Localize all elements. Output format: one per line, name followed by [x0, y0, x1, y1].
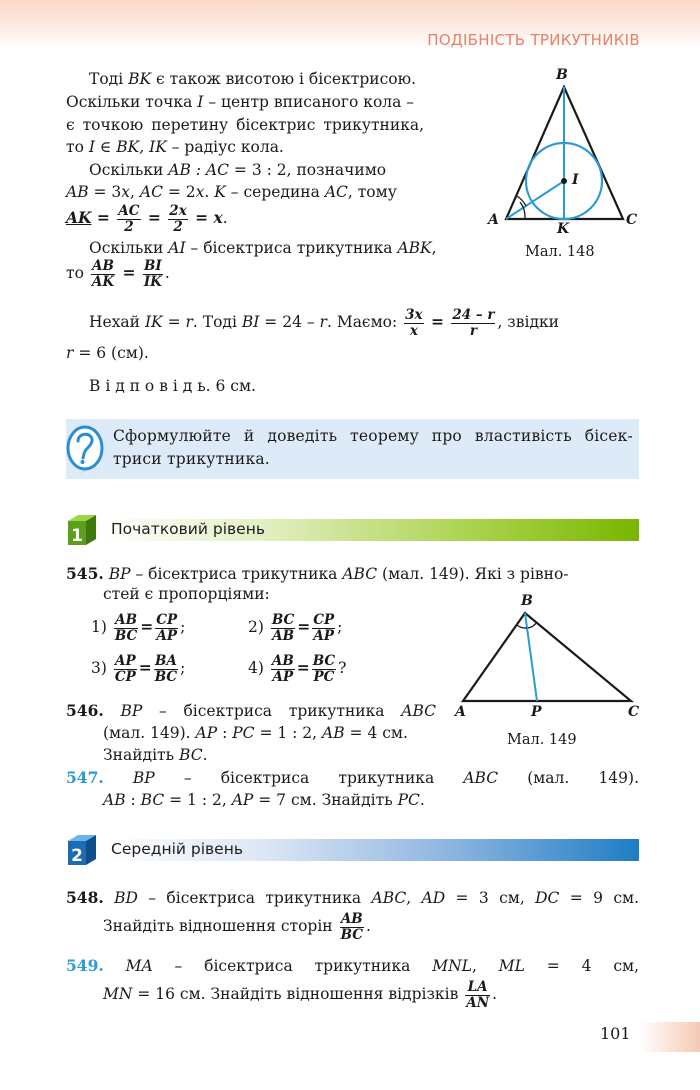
question-mark-icon	[66, 424, 104, 474]
problem-549: 549. MA – бісектриса трикутника MNL, ML = 4 см, MN = 16 см. Знайдіть відношення відрізків $\frac{LA}{AN}$ .	[66, 956, 639, 1011]
level-2-cube-icon	[66, 833, 98, 867]
solution-line-6: AB = 3x, AC = 2x. K – середина AC, тому	[66, 183, 397, 201]
figure-148-caption: Мал. 148	[525, 244, 595, 260]
solution-line-4: то I ∈ BK, IK – радіус кола.	[66, 138, 284, 156]
answer-label: В і д п о в і д ь.	[89, 377, 211, 395]
solution-line-9: то $\frac{AB}{AK}$ = $\frac{BI}{IK}$ .	[66, 257, 170, 290]
solution-line-11: r = 6 (см).	[66, 344, 149, 362]
problem-545-line2: стей є пропорціями:	[103, 585, 270, 603]
label-A-149: A	[455, 704, 466, 720]
figure-149-diagram	[440, 585, 650, 715]
label-B-149: B	[521, 593, 533, 609]
label-I-148: I	[572, 172, 579, 188]
level-1-label: Початковий рівень	[111, 520, 265, 538]
solution-line-3: є точкою перетину бісектрис трикутника,	[66, 116, 425, 134]
label-P-149: P	[531, 704, 542, 720]
level-1-header	[66, 519, 639, 546]
problem-545: 545. BP – бісектриса трикутника ABC (мал. 149). Які з рівно-	[66, 564, 569, 583]
solution-line-10: Нехай IK = r. Тоді BI = 24 – r. Маємо: $\frac{3x}{x}$ = $\frac{24 - r}{r}$ , звідки	[89, 306, 560, 339]
label-B-148: B	[556, 67, 568, 83]
problem-number: 546.	[66, 701, 104, 720]
page-number: 101	[600, 1024, 631, 1043]
review-question-box	[66, 419, 639, 479]
problem-548: 548. BD – бісектриса трикутника ABC, AD = 3 см, DC = 9 см. Знайдіть відношення сторін $\frac{AB}{BC}$ .	[66, 888, 640, 943]
footer-band	[640, 1022, 700, 1052]
answer-value: 6 см.	[210, 377, 256, 395]
svg-text:2: 2	[71, 846, 83, 866]
solution-line-7: AK = $\frac{AC}{2}$ = $\frac{2x}{2}$ = x.	[66, 202, 228, 235]
solution-line-8: Оскільки AI – бісектриса трикутника ABK,	[89, 239, 437, 257]
level-2-label: Середній рівень	[111, 840, 243, 858]
level-2-header	[66, 839, 639, 866]
problem-547: 547. BP – бісектриса трикутника ABC (мал. 149). AB : BC = 1 : 2, AP = 7 см. Знайдіть PC.	[66, 768, 640, 809]
problem-545-option-1: 1) $\frac{AB}{BC}$ = $\frac{CP}{AP}$ ;	[91, 611, 186, 644]
svg-text:1: 1	[71, 526, 83, 546]
label-C-148: C	[626, 212, 638, 228]
problem-number: 549.	[66, 956, 104, 975]
problem-number: 545.	[66, 564, 104, 583]
problem-number: 548.	[66, 888, 104, 907]
label-A-148: A	[488, 212, 499, 228]
review-question-text: Сформулюйте й доведіть теорему про властивість бісек- триси трикутника.	[113, 427, 633, 468]
solution-line-1: Тоді BK є також висотою і бісектрисою.	[89, 70, 417, 88]
problem-545-option-3: 3) $\frac{AP}{CP}$ = $\frac{BA}{BC}$ ;	[91, 652, 186, 685]
solution-line-2: Оскільки точка I – центр вписаного кола –	[66, 93, 415, 111]
label-C-149: C	[628, 704, 640, 720]
figure-149-caption: Мал. 149	[507, 732, 577, 748]
label-K-148: K	[557, 221, 570, 237]
answer-line	[89, 375, 256, 397]
problem-546: 546. BP – бісектриса трикутника ABC (мал. 149). AP : PC = 1 : 2, AB = 4 см. Знайдіть BC.	[66, 701, 436, 764]
level-1-cube-icon	[66, 513, 98, 547]
problem-545-option-2: 2) $\frac{BC}{AB}$ = $\frac{CP}{AP}$ ;	[248, 611, 343, 644]
problem-number: 547.	[66, 768, 104, 787]
running-title: ПОДІБНІСТЬ ТРИКУТНИКІВ	[427, 31, 640, 49]
solution-line-5: Оскільки AB : AC = 3 : 2, позначимо	[89, 161, 387, 179]
problem-545-option-4: 4) $\frac{AB}{AP}$ = $\frac{BC}{PC}$ ?	[248, 652, 347, 685]
